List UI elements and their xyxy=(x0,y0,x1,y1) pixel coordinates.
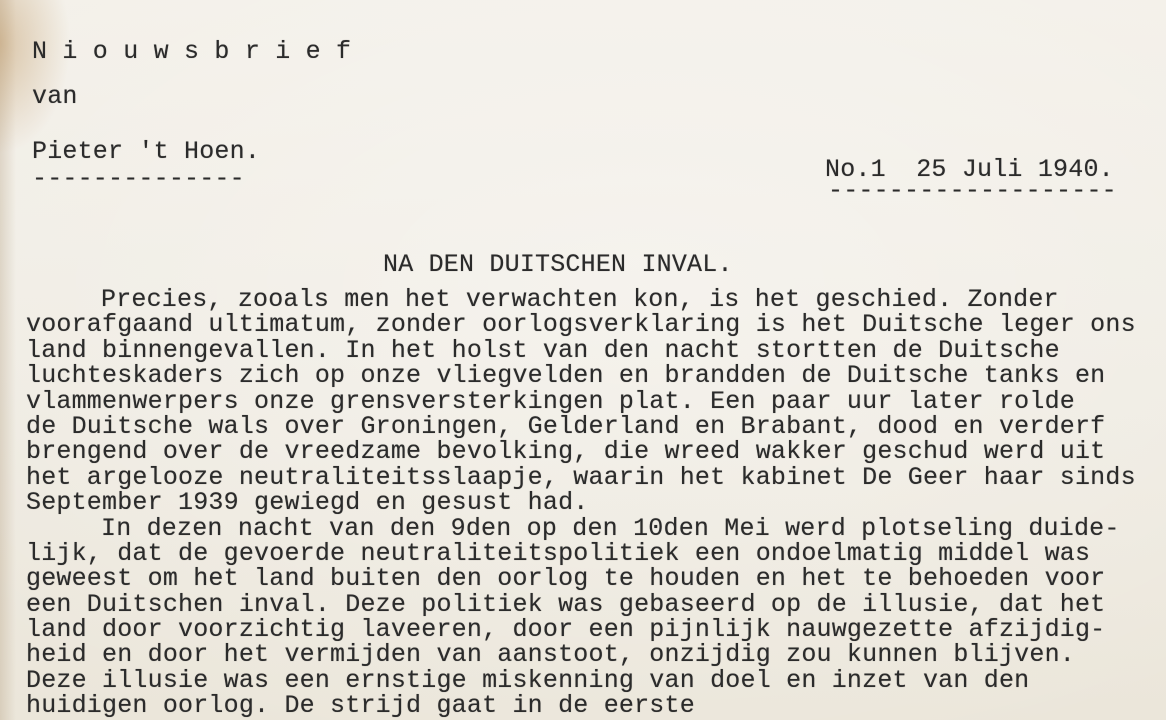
body-line: luchteskaders zich op onze vliegvelden en brandden de Duitsche tanks en xyxy=(26,361,1106,391)
issue-number-date: No.1 25 Juli 1940. xyxy=(825,155,1114,184)
author-name: Pieter 't Hoen. xyxy=(32,137,261,166)
article-body xyxy=(26,287,1160,719)
body-line: land door voorzichtig laveeren, door een pijnlijk nauwgezette afzijdig- xyxy=(26,615,1106,645)
body-line: land binnengevallen. In het holst van den nacht stortten de Duitsche xyxy=(26,335,1060,365)
body-line: September 1939 gewiegd en gesust had. xyxy=(26,488,589,518)
article-title: NA DEN DUITSCHEN INVAL. xyxy=(383,250,733,279)
body-line: een Duitschen inval. Deze politiek was gebaseerd op de illusie, dat het xyxy=(26,589,1106,619)
from-label: van xyxy=(32,82,78,111)
body-line: In dezen nacht van den 9den op den 10den Mei werd plotseling duide- xyxy=(101,513,1120,543)
body-line: huidigen oorlog. De strijd gaat in de eerste xyxy=(26,691,695,720)
body-line: lijk, dat de gevoerde neutraliteitspolitiek een ondoelmatig middel was xyxy=(26,538,1091,568)
body-line: vlammenwerpers onze grensversterkingen plat. Een paar uur later rolde xyxy=(26,386,1075,416)
author-underline: -------------- xyxy=(32,164,245,193)
body-line: voorafgaand ultimatum, zonder oorlogsverklaring is het Duitsche leger ons xyxy=(26,310,1136,340)
body-line: het argelooze neutraliteitsslaapje, waarin het kabinet De Geer haar sinds xyxy=(26,462,1136,492)
issue-underline: ------------------- xyxy=(828,176,1117,205)
body-line: de Duitsche wals over Groningen, Gelderland en Brabant, dood en verderf xyxy=(26,411,1106,441)
body-line: Precies, zooals men het verwachten kon, is het geschied. Zonder xyxy=(101,285,1059,314)
newsletter-title: N i o u w s b r i e f xyxy=(32,37,352,66)
body-line: brengend over de vreedzame bevolking, die wreed wakker geschud werd uit xyxy=(26,437,1106,467)
body-line: Deze illusie was een ernstige miskenning van doel en inzet van den xyxy=(26,665,1030,695)
body-line: geweest om het land buiten den oorlog te houden en het te behoeden voor xyxy=(26,564,1106,594)
body-line: heid en door het vermijden van aanstoot, onzijdig zou kunnen blijven. xyxy=(26,640,1075,670)
